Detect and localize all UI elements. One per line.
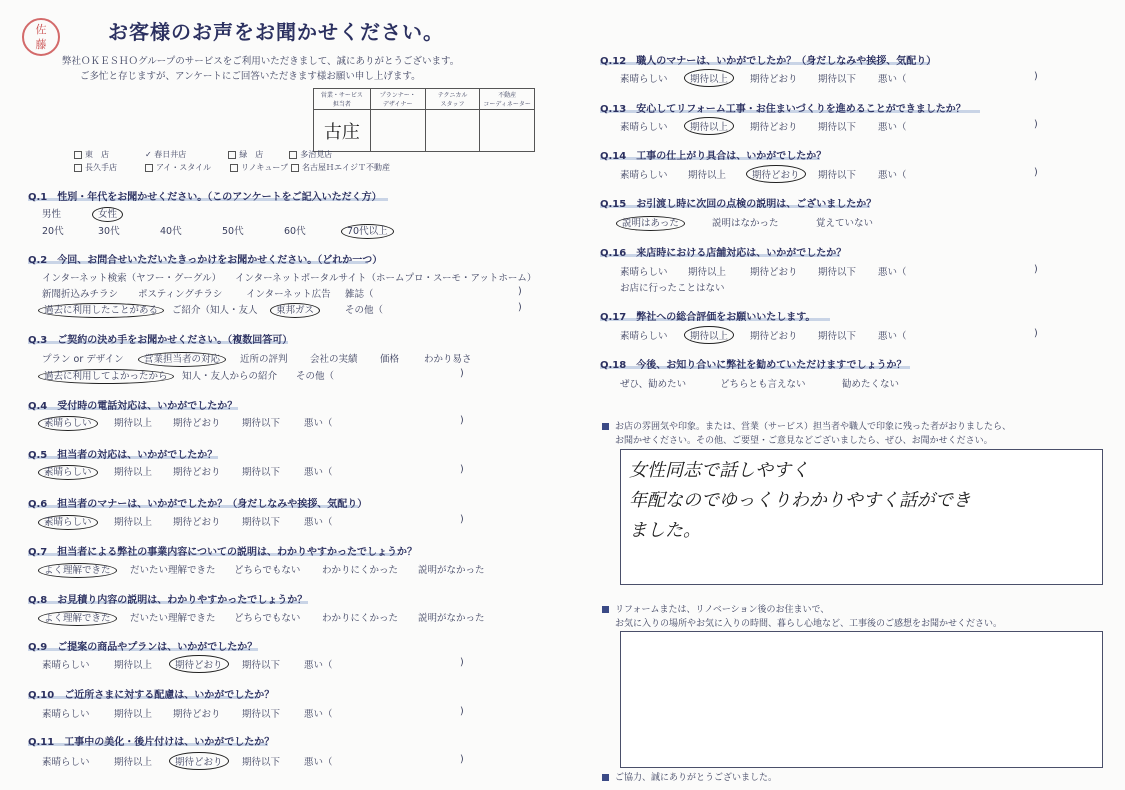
q3-opt-record[interactable]: 会社の実績 (310, 354, 358, 365)
q3-opt-sales-staff[interactable]: 営業担当者の対応 (142, 351, 222, 365)
q12-scale: 素晴らしい 期待以上 期待どおり 期待以下 悪い（ ) (620, 71, 1038, 85)
footer-thanks: ご協力、誠にありがとうございました。 (602, 770, 777, 783)
q5-label: Q.5 担当者の対応は、いかがでしたか？ (28, 450, 218, 461)
q1-male[interactable]: 男性 (42, 209, 62, 220)
q10-scale: 素晴らしい 期待以上 期待どおり 期待以下 悪い（ ) (42, 706, 464, 720)
q2-opt-past-use[interactable]: 過去に利用したことがある (42, 302, 160, 316)
q1-age-70[interactable]: 70代以上 (345, 223, 390, 237)
q18-scale: ぜひ、勧めたい どちらとも言えない 勧めたくない (620, 379, 900, 390)
checkbox-icon[interactable] (145, 164, 153, 172)
q13-scale: 素晴らしい 期待以上 期待どおり 期待以下 悪い（ ) (620, 119, 1038, 133)
q1-age-40[interactable]: 40代 (160, 226, 182, 237)
q15-label: Q.15 お引渡し時に次回の点検の説明は、ございましたか？ (600, 199, 877, 210)
q3-opt-plan[interactable]: プラン or デザイン (42, 354, 124, 365)
q4-label: Q.4 受付時の電話対応は、いかがでしたか？ (28, 401, 238, 412)
intro-line-2: ご多忙と存じますが、アンケートにご回答いただきます様お願い申し上げます。 (80, 71, 421, 82)
q3-opt-friend[interactable]: 知人・友人からの紹介 (182, 371, 278, 382)
comment1-textarea[interactable] (620, 449, 1103, 585)
q2-opt-search[interactable]: インターネット検索（ヤフー・グーグル） (42, 273, 222, 284)
comment1-line-1: 女性同志で話しやすく (629, 460, 809, 481)
staff-header-sales: 営業・サービス 担当者 (314, 89, 371, 110)
q18-label: Q.18 今後、お知り合いに弊社を勧めていただけますでしょうか？ (600, 360, 907, 371)
q2-opt-referral[interactable]: ご紹介（知人・友人 (172, 305, 258, 316)
checkbox-icon[interactable] (74, 164, 82, 172)
q1-age-60[interactable]: 60代 (284, 226, 306, 237)
q2-opt-tohogas[interactable]: 東邦ガス (274, 302, 316, 316)
q1-age-20[interactable]: 20代 (42, 226, 64, 237)
q2-label: Q.2 今回、お問合せいただいたきっかけをお聞かせください。（どれか一つ） (28, 255, 383, 266)
q2-opt-newspaper[interactable]: 新聞折込みチラシ (42, 289, 119, 300)
q2-opt-posting[interactable]: ポスティングチラシ (138, 289, 223, 300)
q16-opt-never[interactable]: お店に行ったことはない (620, 283, 725, 294)
checkbox-icon[interactable] (289, 151, 297, 159)
square-bullet-icon (602, 423, 609, 430)
q1-label: Q.1 性別・年代をお聞かせください。（このアンケートをご記入いただく方） (28, 192, 382, 203)
checkbox-icon[interactable] (291, 164, 299, 172)
q4-scale: 素晴らしい 期待以上 期待どおり 期待以下 悪い（ ) (42, 415, 472, 429)
staff-table (313, 88, 535, 152)
comment1-prompt: お店の雰囲気や印象。または、営業（サービス）担当者や職人で印象に残った者がおりましたら、 お聞かせください。その他、ご要望・ご意見などございましたら、ぜひ、お聞かせください。 (602, 420, 1011, 448)
comment2-textarea[interactable] (620, 631, 1103, 768)
q9-scale: 素晴らしい 期待以上 期待どおり 期待以下 悪い（ ) (42, 657, 464, 671)
q11-label: Q.11 工事中の美化・後片付けは、いかがでしたか？ (28, 737, 275, 748)
q9-label: Q.9 ご提案の商品やプランは、いかがでしたか？ (28, 642, 258, 653)
q14-label: Q.14 工事の仕上がり具合は、いかがでしたか？ (600, 151, 827, 162)
q15-scale: 説明はあった 説明はなかった 覚えていない (620, 215, 1020, 229)
q13-label: Q.13 安心してリフォーム工事・お住まいづくりを進めることができましたか？ (600, 104, 966, 115)
square-bullet-icon (602, 774, 609, 781)
q6-label: Q.6 担当者のマナーは、いかがでしたか？（身だしなみや挨拶、気配り） (28, 499, 368, 510)
q17-scale: 素晴らしい 期待以上 期待どおり 期待以下 悪い（ ) (620, 328, 1038, 342)
q1-age-50[interactable]: 50代 (222, 226, 244, 237)
q2-opt-portal[interactable]: インターネットポータルサイト（ホームプロ・スーモ・アットホーム） (235, 273, 537, 284)
staff-header-technical: テクニカル スタッフ (425, 89, 480, 110)
store-list: 東 店 ✓ 春日井店 緑 店 多治見店 長久手店 アイ・スタイル リノキューブ 名古屋ＨエイジＴ不動産 (74, 148, 390, 174)
q5-scale: 素晴らしい 期待以上 期待どおり 期待以下 悪い（ ) (42, 464, 472, 478)
q14-scale: 素晴らしい 期待以上 期待どおり 期待以下 悪い（ ) (620, 167, 1038, 181)
q16-scale: 素晴らしい 期待以上 期待どおり 期待以下 悪い（ ) (620, 264, 1038, 278)
q8-scale: よく理解できた だいたい理解できた どちらでもない わかりにくかった 説明がなかった (42, 610, 482, 624)
q16-label: Q.16 来店時における店舗対応は、いかがでしたか？ (600, 248, 847, 259)
square-bullet-icon (602, 606, 609, 613)
q17-label: Q.17 弊社への総合評価をお願いいたします。 (600, 312, 816, 323)
staff-sales-name: 古庄 (314, 110, 371, 152)
q3-opt-past-good[interactable]: 過去に利用してよかったから (42, 368, 170, 382)
q2-opt-magazine[interactable]: 雑誌（ (345, 289, 374, 300)
q2-opt-netad[interactable]: インターネット広告 (246, 289, 331, 300)
q6-scale: 素晴らしい 期待以上 期待どおり 期待以下 悪い（ ) (42, 514, 472, 528)
staff-header-realestate: 不動産 コーディネーター (480, 89, 535, 110)
comment1-line-3: ました。 (629, 520, 701, 541)
page-title: お客様のお声をお聞かせください。 (108, 20, 444, 44)
q3-opt-clarity[interactable]: わかり易さ (424, 354, 472, 365)
staff-realestate-cell (480, 110, 535, 152)
intro-line-1: 弊社ＯＫＥＳＨＯグループのサービスをご利用いただきまして、誠にありがとうございます。 (62, 56, 460, 67)
company-seal: 佐 藤 (22, 18, 60, 56)
checkbox-icon[interactable] (74, 151, 82, 159)
q3-opt-reputation[interactable]: 近所の評判 (240, 354, 288, 365)
comment2-prompt: リフォームまたは、リノベーション後のお住まいで、 お気に入りの場所やお気に入りの時間、暮らし心地など、工事後のご感想をお聞かせください。 (602, 603, 1002, 631)
q1-female[interactable]: 女性 (96, 206, 119, 220)
q7-label: Q.7 担当者による弊社の事業内容についての説明は、わかりやすかったでしょうか？ (28, 547, 418, 558)
q8-label: Q.8 お見積り内容の説明は、わかりやすかったでしょうか？ (28, 595, 308, 606)
comment1-line-2: 年配なのでゆっくりわかりやすく話ができ (629, 490, 971, 511)
q7-scale: よく理解できた だいたい理解できた どちらでもない わかりにくかった 説明がなかった (42, 562, 482, 576)
q12-label: Q.12 職人のマナーは、いかがでしたか？（身だしなみや挨拶、気配り） (600, 56, 937, 67)
q10-label: Q.10 ご近所さまに対する配慮は、いかがでしたか？ (28, 690, 275, 701)
q3-opt-price[interactable]: 価格 (380, 354, 400, 365)
staff-technical-cell (425, 110, 480, 152)
checkbox-icon[interactable] (228, 151, 236, 159)
staff-planner-cell (370, 110, 425, 152)
staff-header-planner: プランナー・ デザイナー (370, 89, 425, 110)
q2-opt-other[interactable]: その他（ (345, 305, 384, 316)
q3-opt-other[interactable]: その他（ (296, 371, 335, 382)
q11-scale: 素晴らしい 期待以上 期待どおり 期待以下 悪い（ ) (42, 754, 464, 768)
q3-label: Q.3 ご契約の決め手をお聞かせください。（複数回答可） (28, 335, 293, 346)
checkbox-icon[interactable] (230, 164, 238, 172)
q1-age-30[interactable]: 30代 (98, 226, 120, 237)
